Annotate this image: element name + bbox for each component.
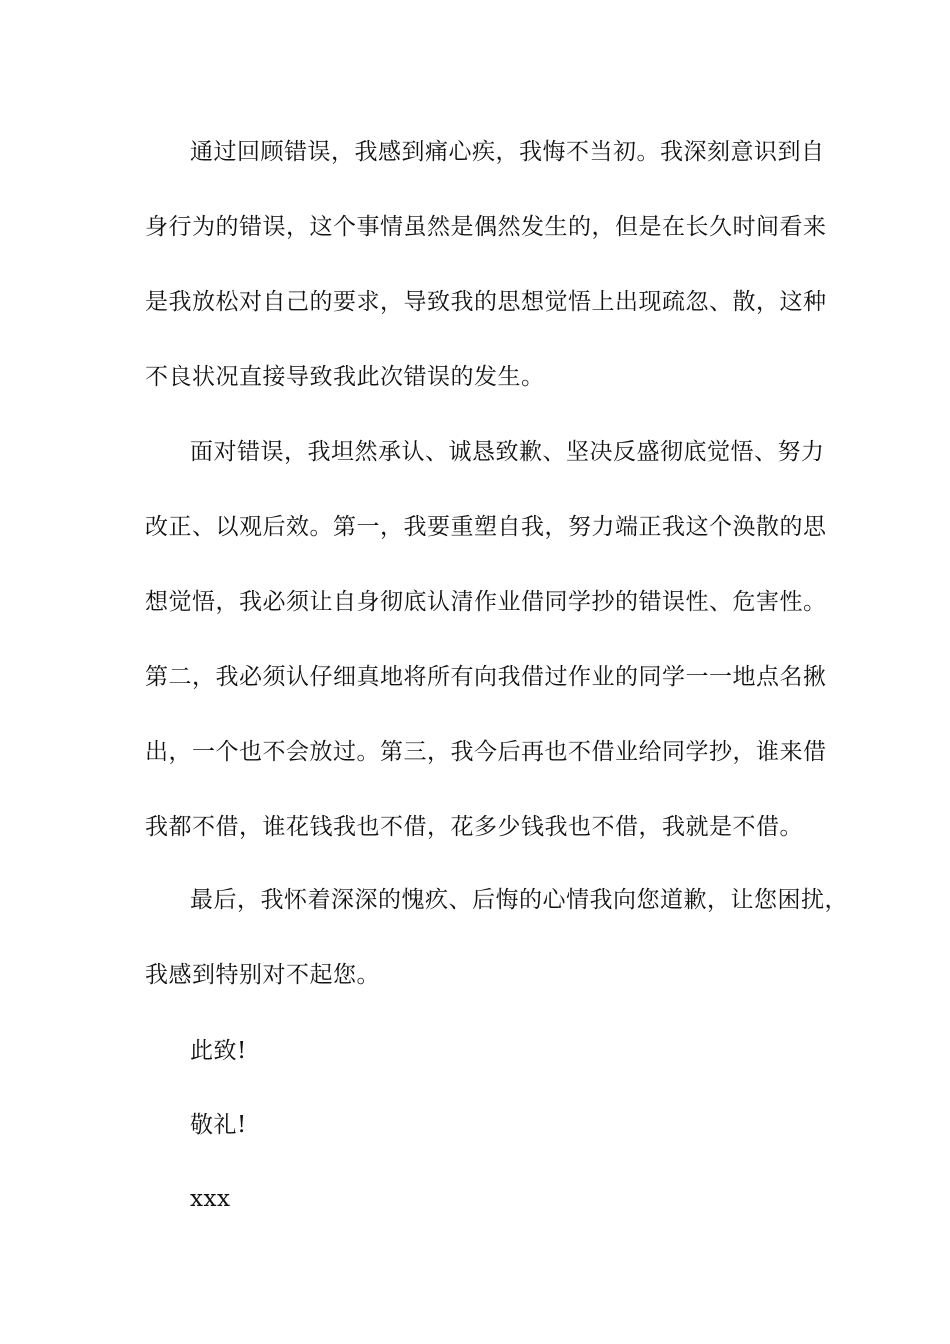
paragraph-1-line-2: 身行为的错误，这个事情虽然是偶然发生的，但是在长久时间看来 bbox=[145, 214, 827, 240]
paragraph-1-line-3: 是我放松对自己的要求，导致我的思想觉悟上出现疏忽、散，这种 bbox=[145, 289, 827, 315]
paragraph-1-line-1: 通过回顾错误，我感到痛心疾，我悔不当初。我深刻意识到自 bbox=[190, 139, 825, 165]
paragraph-2-line-5: 出，一个也不会放过。第三，我今后再也不借业给同学抄，谁来借 bbox=[145, 739, 827, 765]
signature: xxx bbox=[190, 1186, 231, 1212]
paragraph-2-line-1: 面对错误，我坦然承认、诚恳致歉、坚决反盛彻底觉悟、努力 bbox=[190, 439, 825, 465]
closing-salutation: 此致! bbox=[190, 1038, 247, 1064]
paragraph-2-line-4: 第二，我必须认仔细真地将所有向我借过作业的同学一一地点名揪 bbox=[145, 664, 827, 690]
paragraph-2-line-6: 我都不借，谁花钱我也不借，花多少钱我也不借，我就是不借。 bbox=[145, 814, 803, 840]
paragraph-1-line-4: 不良状况直接导致我此次错误的发生。 bbox=[145, 364, 545, 390]
paragraph-3-line-1: 最后，我怀着深深的愧疚、后悔的心情我向您道歉，让您困扰， bbox=[190, 887, 848, 913]
paragraph-2-line-3: 想觉悟，我必须让自身彻底认清作业借同学抄的错误性、危害性。 bbox=[145, 589, 827, 615]
closing-regards: 敬礼! bbox=[190, 1112, 247, 1138]
paragraph-2-line-2: 改正、以观后效。第一，我要重塑自我，努力端正我这个涣散的思 bbox=[145, 514, 827, 540]
paragraph-3-line-2: 我感到特别对不起您。 bbox=[145, 962, 380, 988]
